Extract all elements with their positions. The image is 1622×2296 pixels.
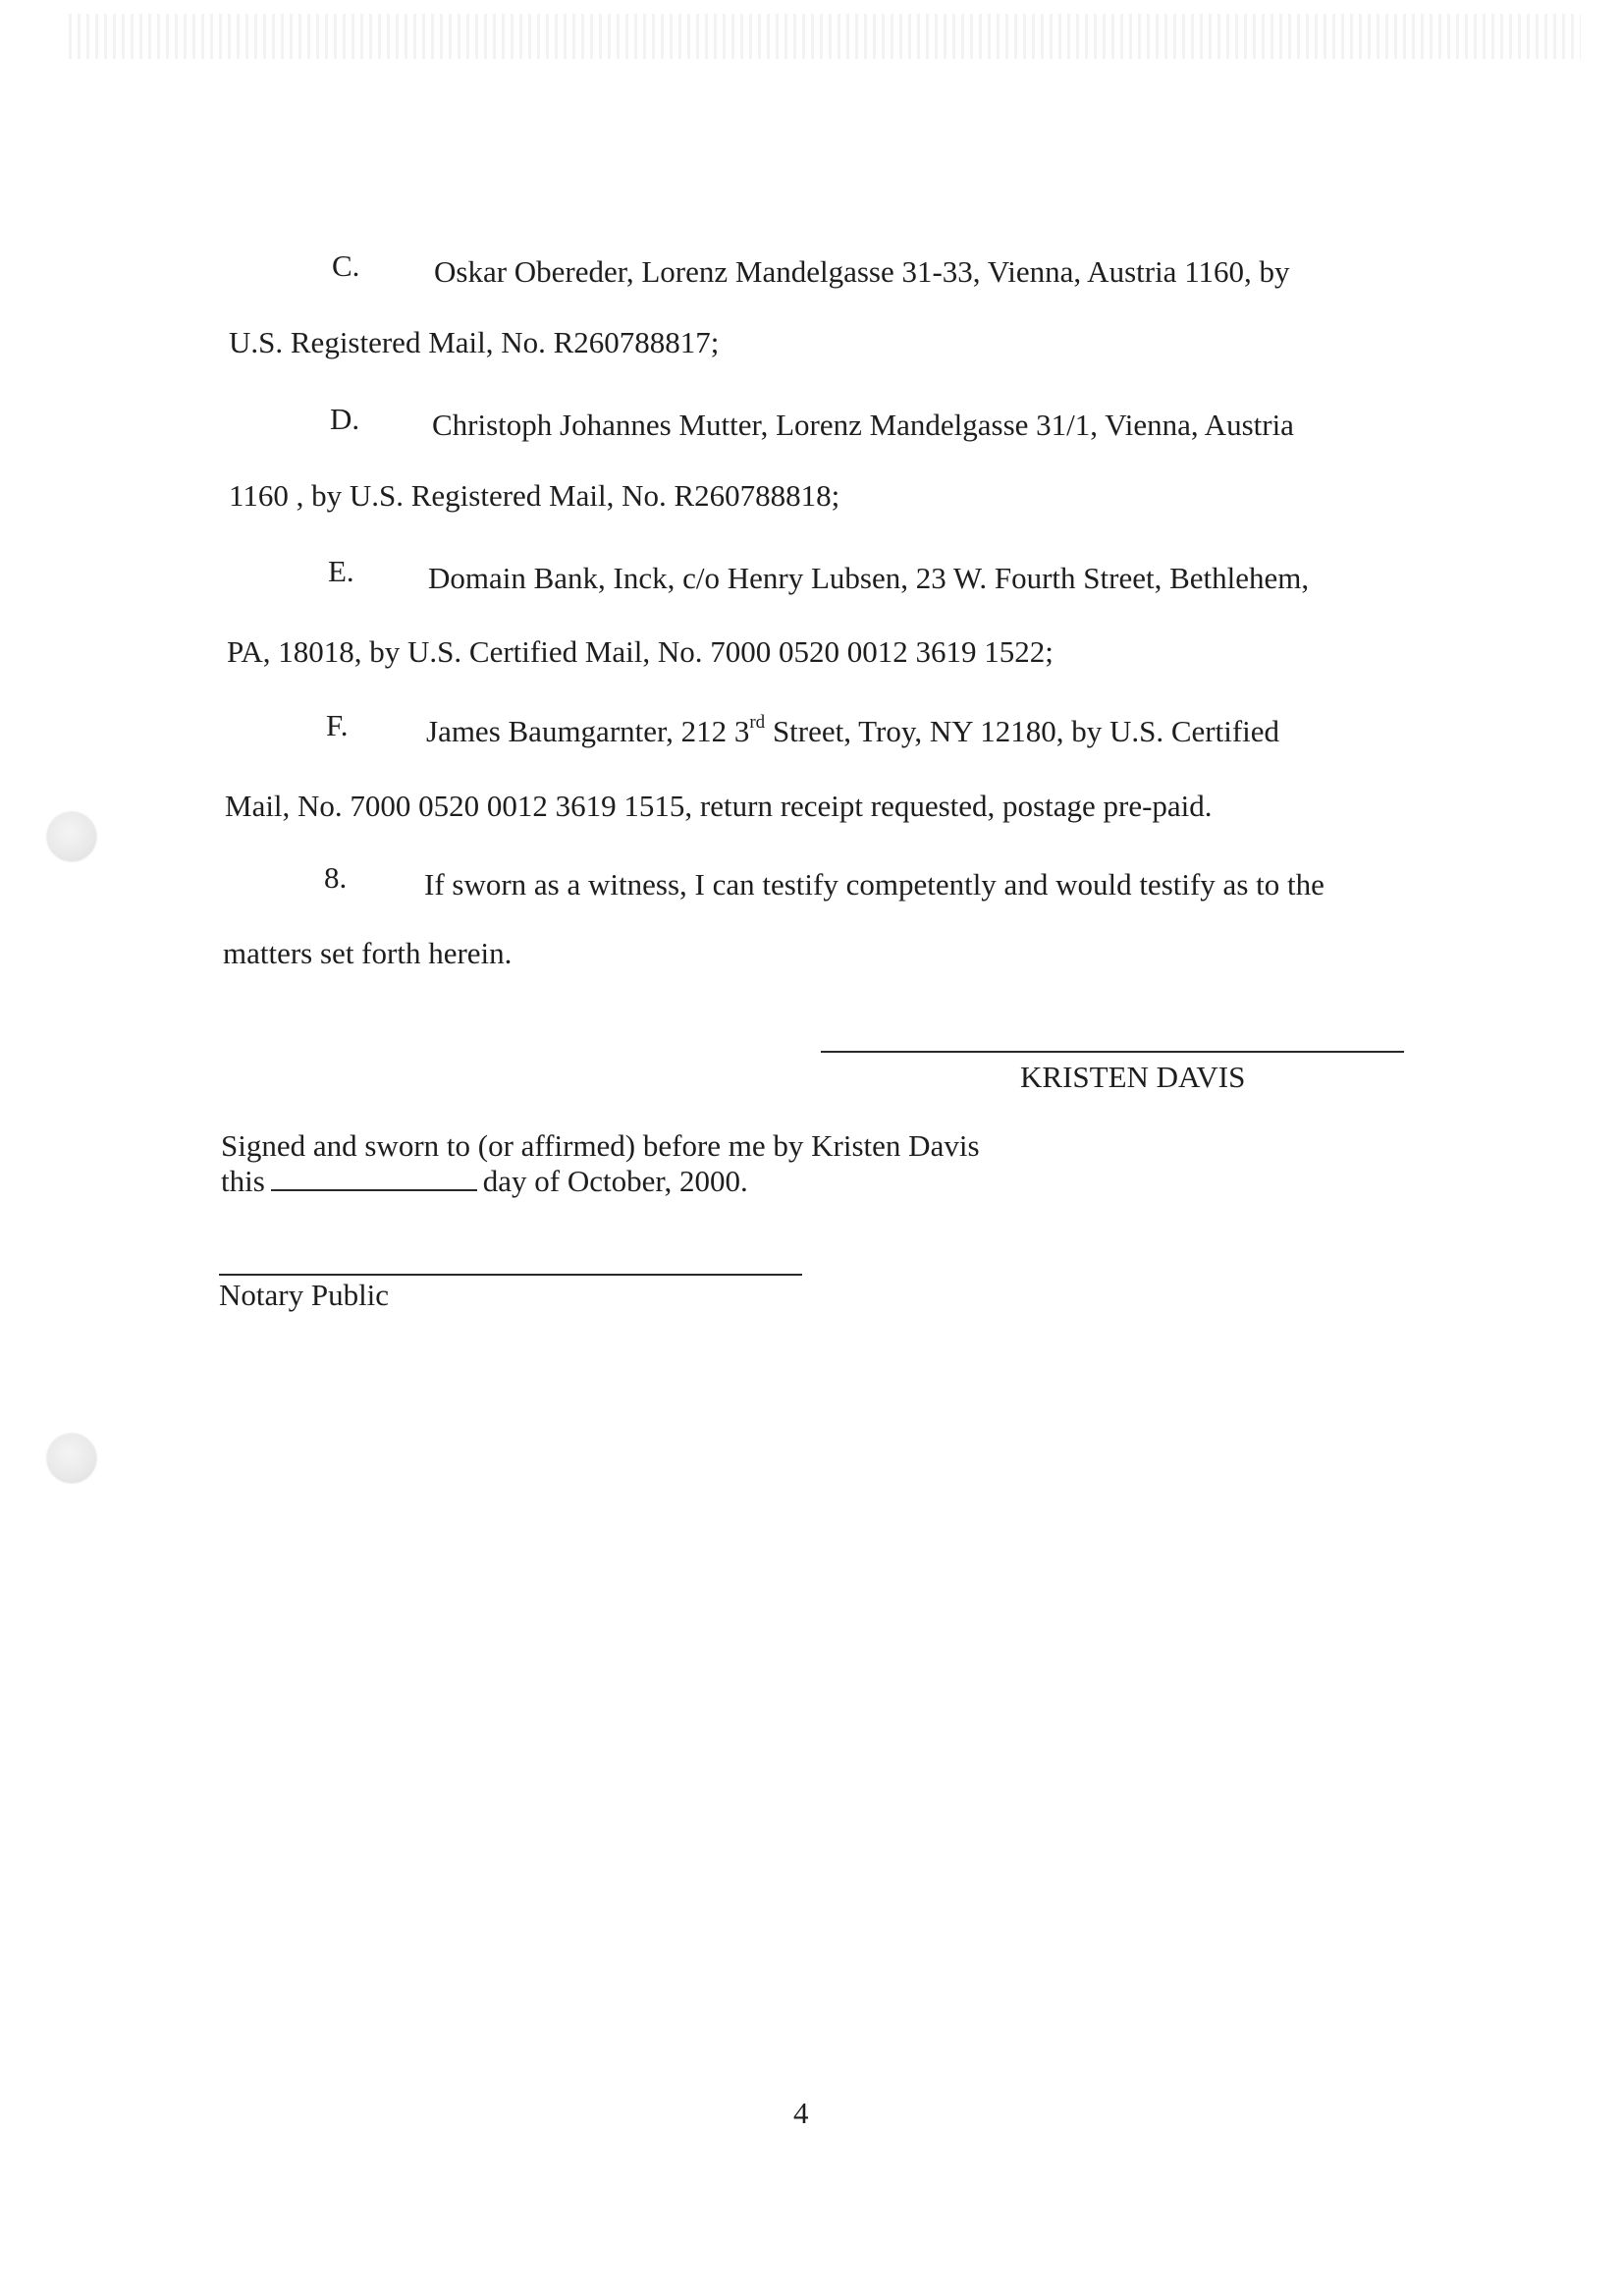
jurat-line1: Signed and sworn to (or affirmed) before me by Kristen Davis [221,1128,980,1163]
item-f-line1-a: James Baumgarnter, 212 3 [426,714,750,748]
paragraph-8-number: 8. [324,860,348,895]
item-c-line2: U.S. Registered Mail, No. R260788817; [229,325,720,359]
item-c-letter: C. [332,248,360,283]
paragraph-8-line1: If sworn as a witness, I can testify competently and would testify as to the [424,867,1325,902]
signer-name: KRISTEN DAVIS [1020,1060,1246,1094]
item-d-line1: Christoph Johannes Mutter, Lorenz Mandelgasse 31/1, Vienna, Austria [432,408,1294,442]
notary-label: Notary Public [219,1278,390,1312]
jurat-line2 [221,1163,748,1200]
jurat-this: this [221,1164,265,1198]
jurat-day-text: day of October, 2000. [482,1164,748,1198]
item-e-line1: Domain Bank, Inck, c/o Henry Lubsen, 23 W. Fourth Street, Bethlehem, [428,561,1310,595]
item-d-line2: 1160 , by U.S. Registered Mail, No. R260788818; [229,478,840,513]
item-d-letter: D. [330,402,360,436]
item-f-letter: F. [326,708,349,742]
hole-punch-lower [47,1434,96,1483]
item-f-ordinal: rd [749,712,766,733]
item-e-letter: E. [328,554,354,588]
item-c-line1: Oskar Obereder, Lorenz Mandelgasse 31-33, Vienna, Austria 1160, by [434,254,1290,289]
item-f-line2: Mail, No. 7000 0520 0012 3619 1515, return receipt requested, postage pre-paid. [225,789,1213,823]
notary-signature-line [219,1274,802,1276]
day-blank [271,1164,477,1191]
scan-artifact [69,14,1581,59]
item-f-line1 [426,713,1279,750]
hole-punch-upper [47,812,96,861]
page-number: 4 [793,2096,809,2130]
item-f-line1-b: Street, Troy, NY 12180, by U.S. Certified [765,714,1280,748]
paragraph-8-line2: matters set forth herein. [223,936,513,970]
signature-line [821,1051,1404,1053]
item-e-line2: PA, 18018, by U.S. Certified Mail, No. 7000 0520 0012 3619 1522; [227,634,1054,669]
